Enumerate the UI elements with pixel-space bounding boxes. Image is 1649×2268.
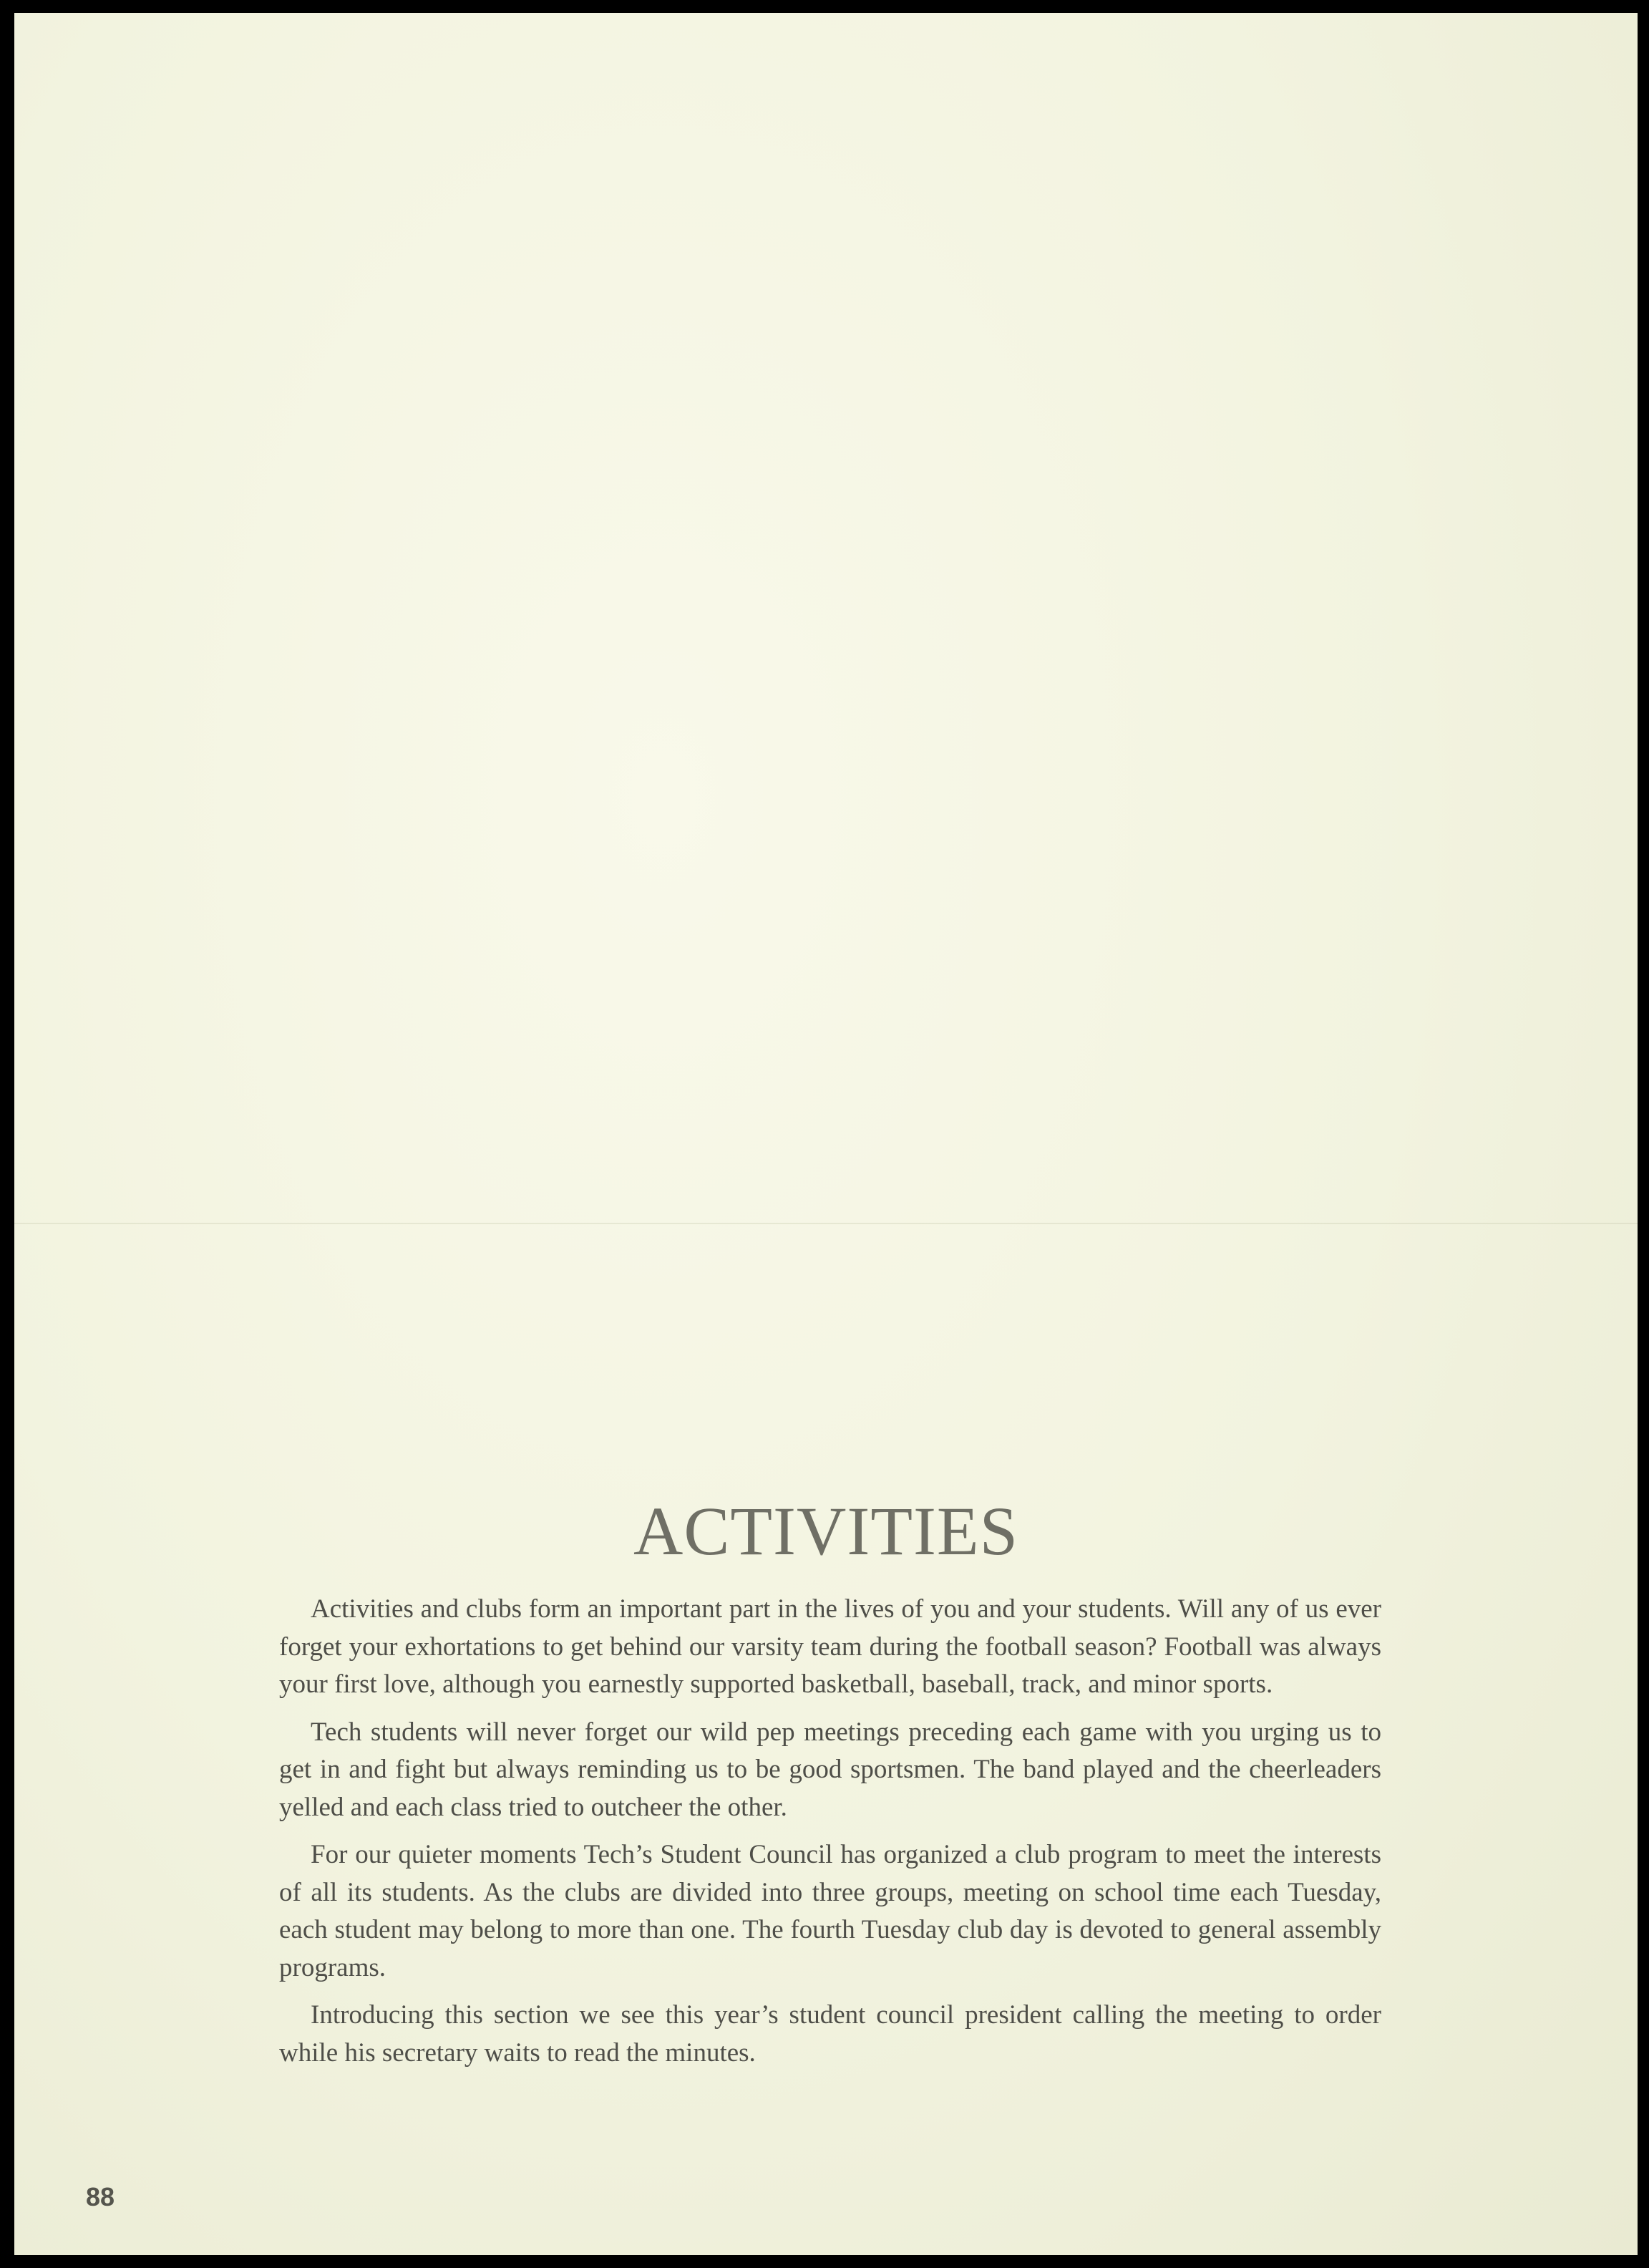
page-number: 88 — [86, 2182, 115, 2211]
page-fold-line — [14, 1223, 1638, 1224]
paragraph-4: Introducing this section we see this year’s student council president calling the meeting to order while his secretary waits to read the minutes. — [279, 2000, 1381, 2068]
paragraph-3: For our quieter moments Tech’s Student Council has organized a club program to meet the interests of all its students. As the clubs are divided into three groups, meeting on school time each Tuesday, each student may belong to more than one. The fourth Tuesday club day is devoted to general assembly programs. — [279, 1840, 1381, 1982]
paragraph-1: Activities and clubs form an important part in the lives of you and your students. Will any of us ever forget your exhortations to get behind our varsity team during the football season? Football was always your first love, although you earnestly supported basketball, baseball, track, and minor sports. — [279, 1594, 1381, 1699]
section-body — [279, 1591, 1381, 2082]
section-title: ACTIVITIES — [633, 1493, 1018, 1569]
yearbook-page — [14, 13, 1638, 2255]
paragraph-2: Tech students will never forget our wild pep meetings preceding each game with you urging us to get in and fight but always reminding us to be good sportsmen. The band played and the cheerleaders yelled and each class tried to outcheer the other. — [279, 1717, 1381, 1822]
